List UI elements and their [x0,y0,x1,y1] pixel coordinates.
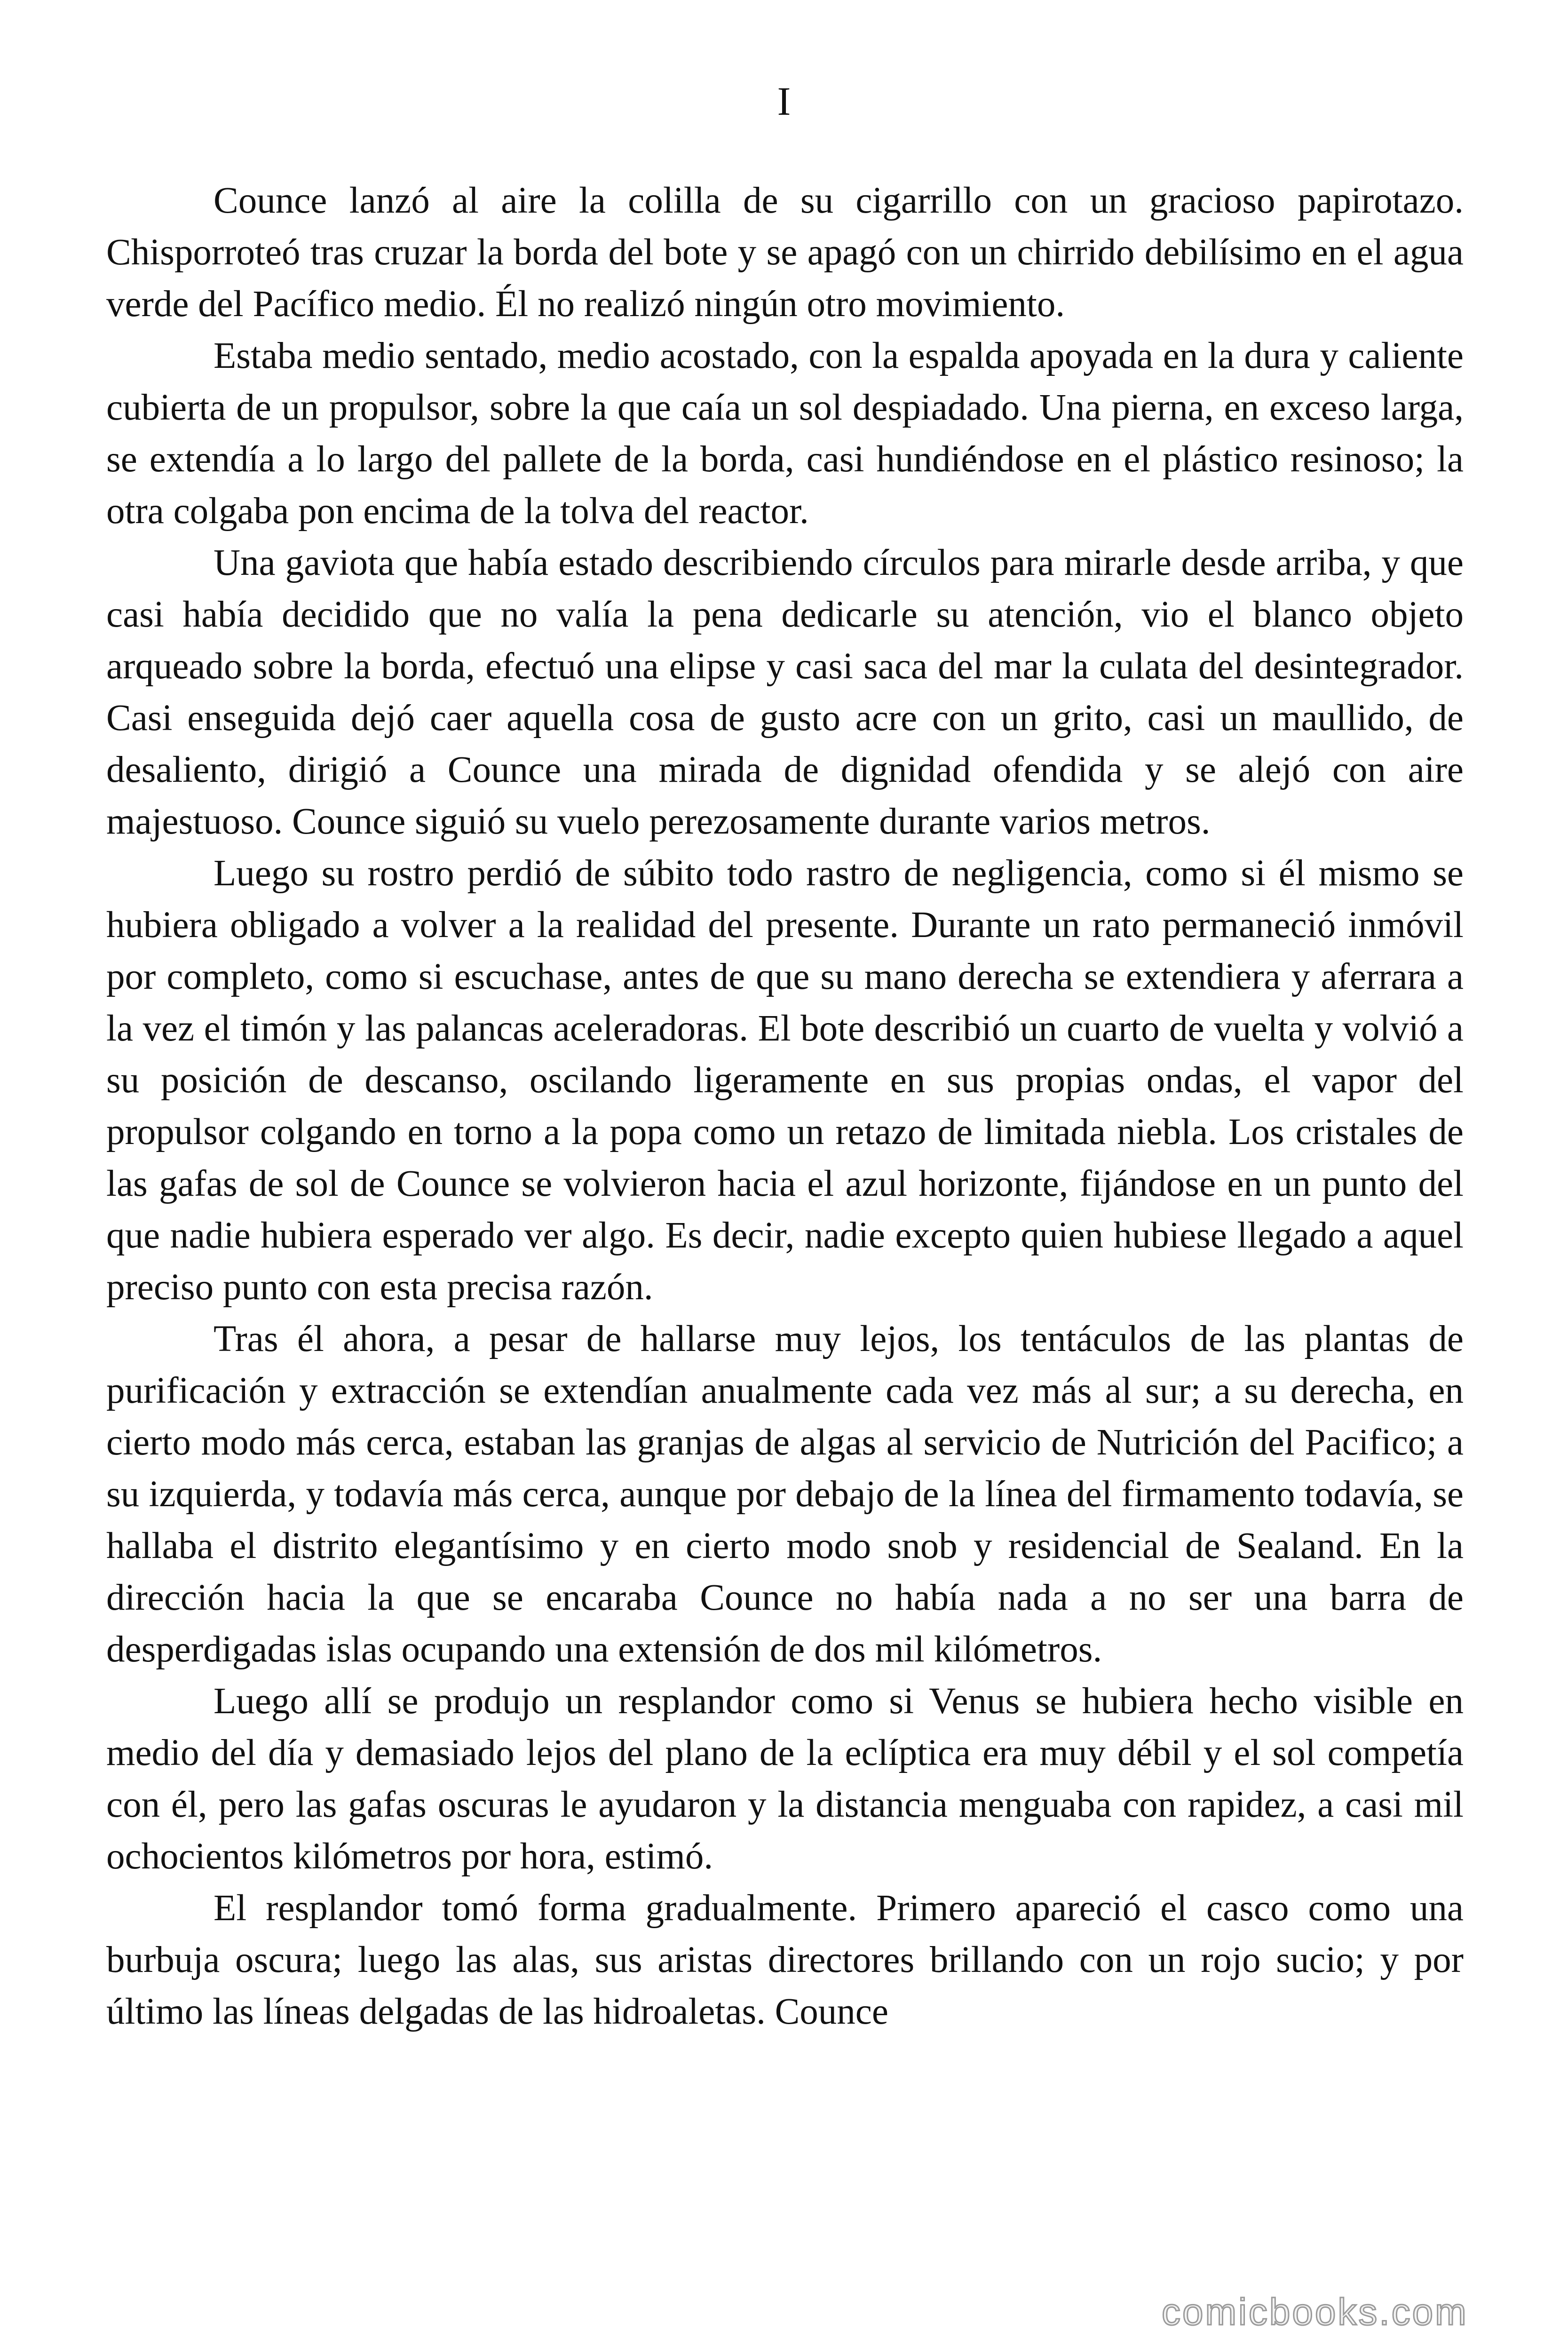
paragraph: Tras él ahora, a pesar de hallarse muy lejos, los tentáculos de las plantas de purificación y extracción se extendían anualmente cada vez más al sur; a su derecha, en cierto modo más cerca, estaban las granjas de algas al servicio de Nutrición del Pacifico; a su izquierda, y todavía más cerca, aunque por debajo de la línea del firmamento todavía, se hallaba el distrito elegantísimo y en cierto modo snob y residencial de Sealand. En la dirección hacia la que se encaraba Counce no había nada a no ser una barra de desperdigadas islas ocupando una extensión de dos mil kilómetros. [106,1319,1464,1670]
paragraph: Counce lanzó al aire la colilla de su cigarrillo con un gracioso papirotazo. Chisporroteó tras cruzar la borda del bote y se apagó con un chirrido debilísimo en el agua verde del Pacífico medio. Él no realizó ningún otro movimiento. [106,180,1464,325]
chapter-heading: I [777,79,791,124]
paragraph: Luego su rostro perdió de súbito todo rastro de negligencia, como si él mismo se hubiera obligado a volver a la realidad del presente. Durante un rato permaneció inmóvil por completo, como si escuchase, antes de que su mano derecha se extendiera y aferrara a la vez el timón y las palancas aceleradoras. El bote describió un cuarto de vuelta y volvió a su posición de descanso, oscilando ligeramente en sus propias ondas, el vapor del propulsor colgando en torno a la popa como un retazo de limitada niebla. Los cristales de las gafas de sol de Counce se volvieron hacia el azul horizonte, fijándose en un punto del que nadie hubiera esperado ver algo. Es decir, nadie excepto quien hubiese llegado a aquel preciso punto con esta precisa razón. [106,853,1464,1308]
paragraph: Estaba medio sentado, medio acostado, con la espalda apoyada en la dura y caliente cubierta de un propulsor, sobre la que caía un sol despiadado. Una pierna, en exceso larga, se extendía a lo largo del pallete de la borda, casi hundiéndose en el plástico resinoso; la otra colgaba pon encima de la tolva del reactor. [106,335,1464,532]
paragraph: Una gaviota que había estado describiendo círculos para mirarle desde arriba, y que casi había decidido que no valía la pena dedicarle su atención, vio el blanco objeto arqueado sobre la borda, efectuó una elipse y casi saca del mar la culata del desintegrador. Casi enseguida dejó caer aquella cosa de gusto acre con un grito, casi un maullido, de desaliento, dirigió a Counce una mirada de dignidad ofendida y se alejó con aire majestuoso. Counce siguió su vuelo perezosamente durante varios metros. [106,542,1464,842]
watermark: comicbooks.com [1162,2291,1468,2333]
paragraph: El resplandor tomó forma gradualmente. Primero apareció el casco como una burbuja oscura; luego las alas, sus aristas directores brillando con un rojo sucio; y por último las líneas delgadas de las hidroaletas. Counce [106,1888,1464,2032]
body-text [106,175,1464,2038]
paragraph: Luego allí se produjo un resplandor como si Venus se hubiera hecho visible en medio del día y demasiado lejos del plano de la eclíptica era muy débil y el sol competía con él, pero las gafas oscuras le ayudaron y la distancia menguaba con rapidez, a casi mil ochocientos kilómetros por hora, estimó. [106,1681,1464,1877]
